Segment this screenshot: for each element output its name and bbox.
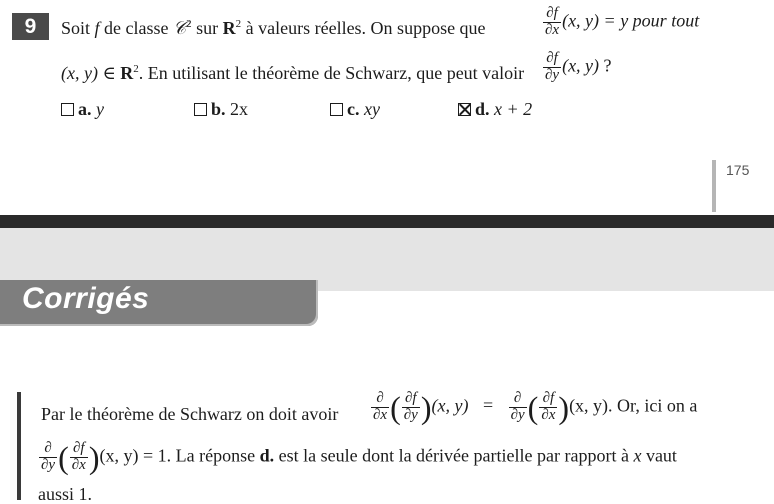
reals-symbol: R [120,63,134,83]
class-symbol: 𝒞 [173,18,187,38]
option-letter: b. [211,99,226,119]
schwarz-equation [370,391,697,424]
text: (x, y) ∈ [61,63,116,83]
text: . En utilisant le théorème de Schwarz, que peut valoir [138,63,525,83]
paren: ( [527,389,539,426]
fraction [543,51,561,84]
arguments: (x, y) [562,55,600,76]
section-divider [0,215,774,228]
text: à valeurs réelles. On suppose que [245,18,486,38]
paren: ) [558,389,570,426]
correction-line-1-text [41,405,338,423]
checkbox-icon[interactable] [61,103,74,116]
fraction [402,391,420,424]
denominator: ∂x [545,21,560,38]
fraction [371,391,389,424]
variable: x [633,445,642,466]
correction-line-2 [38,441,677,474]
arguments: (x, y) [562,10,600,31]
option-d[interactable] [458,99,532,120]
text: Soit [61,18,91,38]
fraction [70,441,88,474]
fraction [39,441,57,474]
checkbox-icon[interactable] [194,103,207,116]
exponent: 2 [186,18,192,30]
correction-bar [17,392,21,500]
text: aussi 1. [38,484,92,504]
text: de classe [104,18,169,38]
question-line-2 [61,64,524,82]
option-value: xy [364,99,380,119]
fraction [509,391,527,424]
text: sur [196,18,219,38]
fraction [543,6,561,39]
text: Par le théorème de Schwarz on doit avoir [41,404,339,424]
text: = y pour tout [603,10,700,31]
numerator: ∂f [404,390,417,406]
checkbox-icon[interactable] [330,103,343,116]
option-a[interactable] [61,99,104,120]
denominator: ∂y [545,66,560,83]
numerator: ∂f [546,5,558,21]
page-number-bar [712,160,716,212]
text: (x, y) = 1. La réponse [99,445,256,466]
checked-box-icon[interactable] [458,103,471,116]
reals-symbol: R [222,18,236,38]
option-value: y [96,99,104,119]
denominator: ∂x [71,456,86,473]
denominator: ∂y [510,406,525,423]
numerator: ∂f [542,390,555,406]
option-b[interactable] [194,99,248,120]
paren: ( [390,389,401,426]
text: est la seule dont la dérivée partielle par rapport à [278,445,629,466]
numerator: ∂f [72,440,85,456]
paren: ) [420,389,432,426]
page-number: 175 [726,162,750,178]
exponent: 2 [235,18,242,30]
question-line-1 [61,19,486,37]
paren: ( [58,439,69,476]
text: vaut [645,445,677,466]
option-letter: a. [78,99,92,119]
fraction [539,391,557,424]
answer-letter: d. [259,445,275,466]
denominator: ∂x [541,406,556,423]
denominator: ∂x [373,406,388,423]
correction-line-3 [38,485,92,503]
arguments: (x, y) [431,395,469,416]
function-symbol: f [94,18,100,38]
option-value: x + 2 [494,99,533,119]
option-c[interactable] [330,99,380,120]
text: (x, y). Or, ici on a [569,395,698,416]
paren: ) [88,439,100,476]
numerator: ∂f [546,50,558,66]
denominator: ∂y [403,406,418,423]
numerator: ∂ [44,440,52,456]
numerator: ∂ [513,390,522,406]
partial-fraction-dx [542,6,699,39]
equals: = [482,395,494,416]
text: ? [603,55,612,76]
option-value: 2x [230,99,249,119]
numerator: ∂ [376,390,384,406]
exponent: 2 [133,63,139,75]
denominator: ∂y [41,456,56,473]
option-letter: d. [475,99,490,119]
option-letter: c. [347,99,360,119]
question-number: 9 [12,13,49,40]
partial-fraction-dy [542,51,612,84]
section-title: Corrigés [22,282,150,315]
